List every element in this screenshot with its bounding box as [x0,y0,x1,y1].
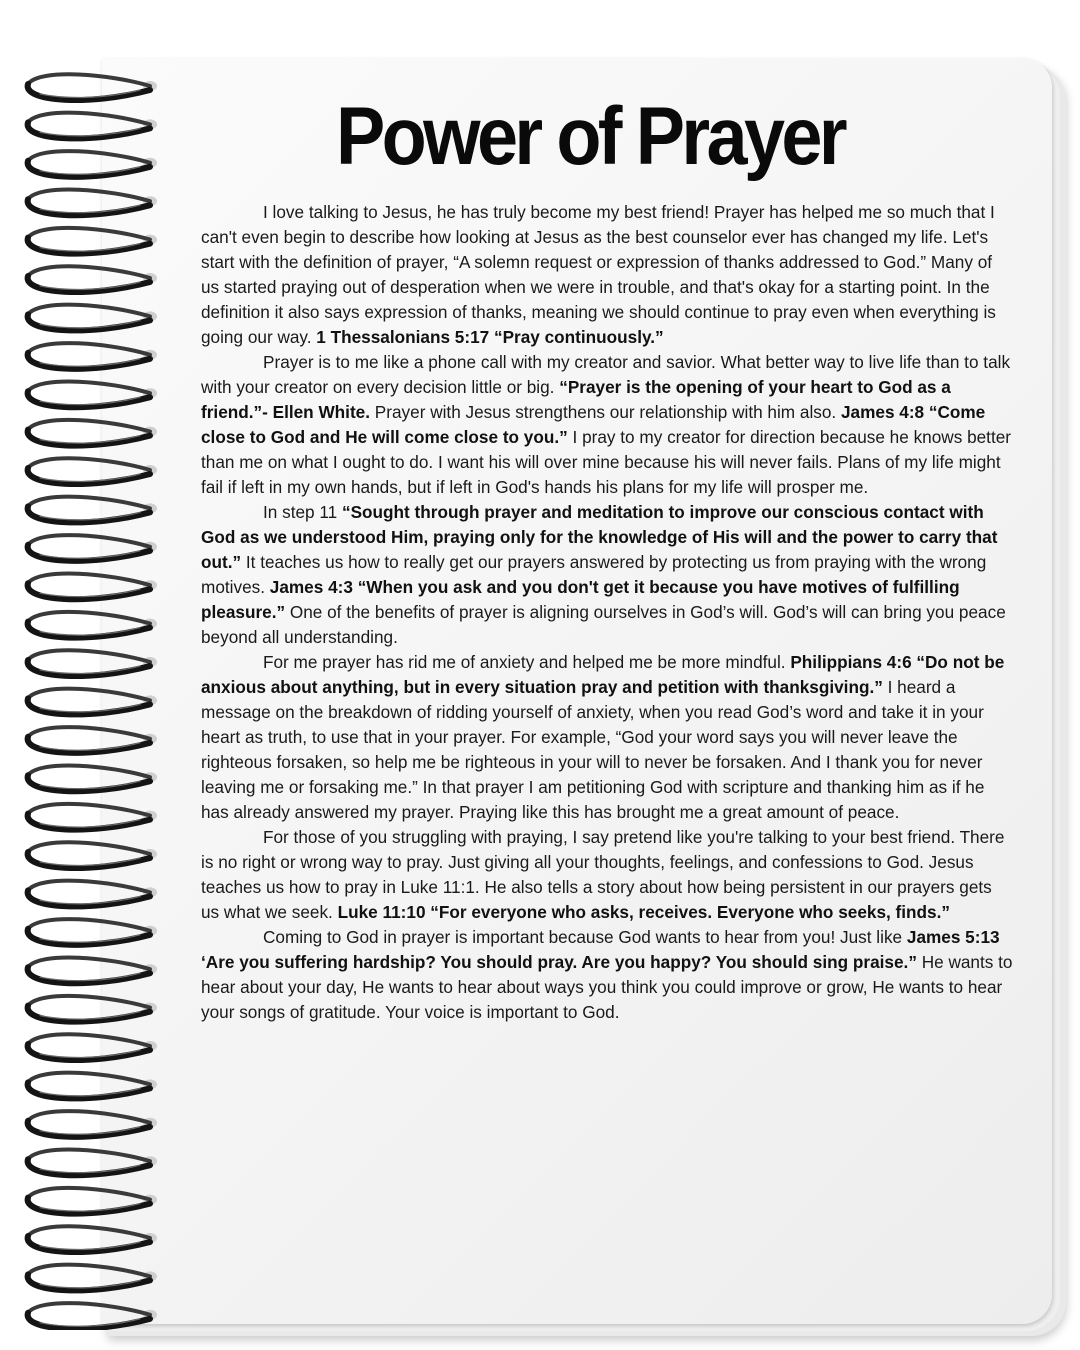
spiral-ring [28,381,157,407]
spiral-ring [28,74,157,100]
spiral-ring [28,996,157,1022]
spiral-ring [28,573,157,599]
spiral-ring [28,420,157,446]
body-paragraph [201,200,1013,350]
scripture-quote: Philippians 4:6 “Do not be anxious about anything, but in every situation pray and petition with thanksgiving.” [201,652,1005,697]
spiral-ring [28,957,157,983]
scripture-quote: “Sought through prayer and meditation to improve our conscious contact with God as we understood Him, praying only for the knowledge of His will and the power to carry that out.” [201,502,998,572]
body-paragraph [201,350,1013,500]
spiral-ring [28,266,157,292]
scripture-quote: James 4:8 “Come close to God and He will come close to you.” [201,402,986,447]
spiral-binding-icon [0,60,170,1330]
scripture-quote: 1 Thessalonians 5:17 “Pray continuously.” [316,327,664,347]
page-title: Power of Prayer [336,91,844,182]
spiral-ring [28,535,157,561]
paragraph-text: One of the benefits of prayer is aligning ourselves in God’s will. God’s will can bring you peace beyond all understanding. [201,602,1006,647]
spiral-ring [28,1073,157,1099]
scripture-quote: “Prayer is the opening of your heart to God as a friend.”- Ellen White. [201,377,951,422]
spiral-ring [28,1265,157,1291]
spiral-ring [28,804,157,830]
spiral-ring [28,1188,157,1214]
spiral-ring [28,458,157,484]
spiral-ring [28,881,157,907]
paragraph-text: In step 11 [263,502,342,522]
paragraph-text: Coming to God in prayer is important because God wants to hear from you! Just like [263,927,907,947]
spiral-ring [28,343,157,369]
spiral-ring [28,1111,157,1137]
spiral-ring [28,1034,157,1060]
paragraph-text: I pray to my creator for direction because he knows better than me on what I ought to do. I want his will over mine because his will never fails. Plans of my life might fail if left in my own hands, but if left in God's hands his plans for my life will prosper me. [201,427,1012,497]
article-body [201,200,1013,1025]
spiral-ring [28,113,157,139]
spiral-ring [28,497,157,523]
spiral-ring [28,689,157,715]
scripture-quote: James 5:13 ‘Are you suffering hardship? You should pray. Are you happy? You should sing praise.” [201,927,1000,972]
body-paragraph [201,825,1013,925]
paragraph-text: He wants to hear about your day, He wants to hear about ways you think you could improve or grow, He wants to hear your songs of gratitude. Your voice is important to God. [201,952,1013,1022]
paragraph-text: It teaches us how to really get our prayers answered by protecting us from praying with the wrong motives. [201,552,987,597]
paragraph-text: I heard a message on the breakdown of ridding yourself of anxiety, when you read God’s word and take it in your heart as truth, to use that in your prayer. For example, “God your word says you will never leave the righteous forsaken, so help me be righteous in your will to never be forsaken. And I thank you for never leaving me or forsaking me.” In that prayer I am petitioning God with scripture and thanking him as if he has already answered my prayer. Praying like this has brought me a great amount of peace. [201,677,985,822]
spiral-ring [28,765,157,791]
spiral-ring [28,1303,157,1329]
body-paragraph [201,925,1013,1025]
paragraph-text: I love talking to Jesus, he has truly become my best friend! Prayer has helped me so much that I can't even begin to describe how looking at Jesus as the best counselor ever has changed my life. Let's start with the definition of prayer, “A solemn request or expression of thanks addressed to God.” Many of us started praying out of desperation when we were in trouble, and that's okay for a starting point. In the definition it also says expression of thanks, meaning we should continue to pray even when everything is going our way. [201,202,996,347]
spiral-ring [28,842,157,868]
body-paragraph [201,650,1013,825]
spiral-ring [28,727,157,753]
spiral-ring [28,228,157,254]
spiral-ring [28,650,157,676]
spiral-ring [28,189,157,215]
body-paragraph [201,500,1013,650]
spiral-ring [28,1149,157,1175]
spiral-ring [28,1226,157,1252]
paragraph-text: For me prayer has rid me of anxiety and helped me be more mindful. [263,652,791,672]
spiral-ring [28,305,157,331]
paragraph-text: Prayer with Jesus strengthens our relationship with him also. [370,402,841,422]
scripture-quote: James 4:3 “When you ask and you don't get it because you have motives of fulfilling pleasure.” [201,577,960,622]
paragraph-text: For those of you struggling with praying, I say pretend like you're talking to your best friend. There is no right or wrong way to pray. Just giving all your thoughts, feelings, and confessions to God. Jesus teaches us how to pray in Luke 11:1. He also tells a story about how being persistent in our prayers gets us what we seek. [201,827,1005,922]
spiral-ring [28,612,157,638]
spiral-ring [28,151,157,177]
scripture-quote: Luke 11:10 “For everyone who asks, receives. Everyone who seeks, finds.” [337,902,950,922]
paragraph-text: Prayer is to me like a phone call with my creator and savior. What better way to live life than to talk with your creator on every decision little or big. [201,352,1011,397]
spiral-ring [28,919,157,945]
